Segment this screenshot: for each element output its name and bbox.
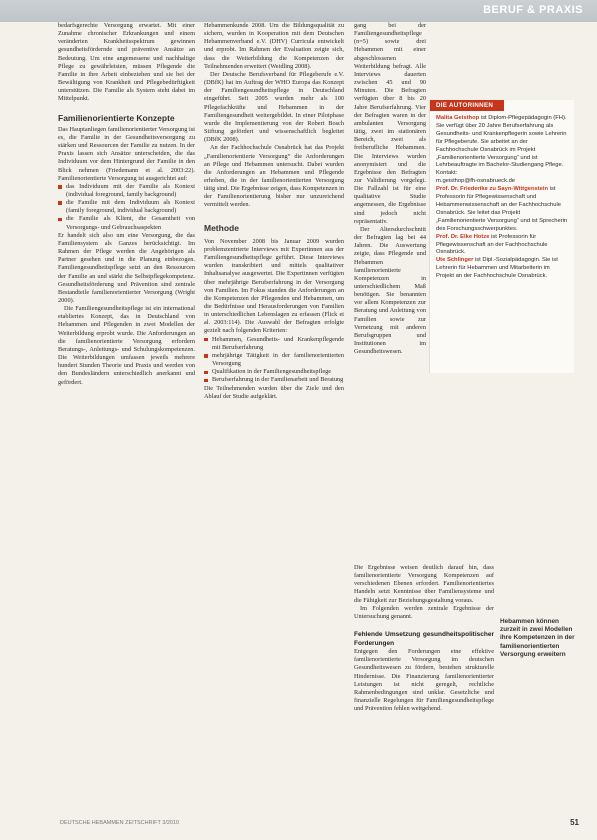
column-1	[58, 22, 195, 387]
pull-quote: Hebammen können zurzeit in zwei Modellen ihre Kompetenzen in der familienorientierten Versorgung erweitern	[500, 618, 575, 658]
contact-label: Kontakt:	[436, 170, 458, 177]
list-item: Qualifikation in der Familiengesundheitspflege	[204, 368, 344, 376]
author-info-box	[429, 100, 574, 373]
section-title: BERUF & PRAXIS	[483, 4, 583, 16]
paragraph: Die Familiengesundheitspflege ist ein international etabliertes Konzept, das in Deutschland von Hebammen und Pflegenden in zwei Modellen der Weiterbildung erprobt wurde. Die Anforderungen an die familienorientierte Versorgung erfordern Beratungs-, Anleitungs- und Schulungskompetenzen. Die Weiterbildungen umfassen jeweils mehrere hundert Stunden Theorie und Praxis und werden von den Bundesländern unterschiedlich anerkannt und gefördert.	[58, 305, 195, 386]
subsection-heading: Fehlende Umsetzung gesundheitspolitischer Forderungen	[354, 631, 494, 647]
list-item: Berufserfahrung in der Familienarbeit und Beratung	[204, 376, 344, 384]
author-box-title: DIE AUTORINNEN	[430, 100, 504, 111]
column-3-narrow	[354, 22, 426, 356]
paragraph: Die Ergebnisse weisen deutlich darauf hin, dass familienorientierte Versorgung Kompetenzen auf verschiedenen Ebenen erfordert. Familienorientiertes Handeln setzt Kenntnisse über Familiensysteme und die Fähigkeit zur Beziehungsgestaltung voraus.	[354, 564, 494, 604]
paragraph: Das Hauptanliegen familienorientierter Versorgung ist es, die Familie in der Gesundheitsversorgung zu stärken und Ressourcen der Familie zu nutzen. In der Praxis lassen sich Ansätze unterscheiden, die das Individuum vor dem Hintergrund der Familie in den Blick nehmen (Friedemann et al. 2003:22). Familienorientierte Versorgung ist ausgerichtet auf:	[58, 125, 195, 182]
paragraph: Er handelt sich also um eine Versorgung, die das Familiensystem als Ganzes berücksichtigt. Im Rahmen der Pflege werden die Angehörigen als Partner gesehen und in die Planung einbezogen. Familiengesundheitspflege setzt an den Ressourcen der Familie an und stärkt die Selbstpflegekompetenz. Gesundheitsförderung und Prävention sind zentrale Bestandteile familienorientierter Versorgung (Wright 2000).	[58, 231, 195, 304]
section-heading: Methode	[204, 222, 239, 233]
author-name: Prof. Dr. Elke Hotze	[436, 233, 490, 240]
paragraph: Hebammenkunde 2008. Um die Bildungsqualität zu sichern, wurden in Kooperation mit dem Deutschen Hebammenverband e.V. (DHV) Curricula entwickelt und erprobt. Im Rahmen der Evaluation zeigte sich, dass die Weiterbildung die Kompetenzen der Teilnehmenden erweitert (Weidling 2008).	[204, 22, 344, 70]
contact-email[interactable]: m.geisthop@fh-osnabrueck.de	[436, 178, 516, 185]
bullet-list	[58, 183, 195, 232]
author-bio: ist Professorin für Pflegewissenschaft an der Fachhochschule Osnabrück.	[436, 233, 548, 256]
column-2	[204, 22, 344, 401]
paragraph: Im Folgenden werden zentrale Ergebnisse der Untersuchung genannt.	[354, 604, 494, 620]
author-name: Prof. Dr. Friederike zu Sayn-Wittgenstein	[436, 186, 549, 193]
paragraph: Entgegen den Forderungen eine effektive familienorientierte Versorgung im deutschen Gesundheitswesen zu fördern, bestehen strukturelle Hindernisse. Die Finanzierung familienorientierter Leistungen ist nicht geregelt, rechtliche Rahmenbedingungen sind unklar. Gesetzliche und finanzielle Regelungen für Familiengesundheitspflege und Prävention fehlen weitgehend.	[354, 648, 494, 713]
paragraph: An der Fachhochschule Osnabrück hat das Projekt „Familienorientierte Versorgung“ die Anforderungen an Pflege und Hebammen untersucht. Dabei wurden die Anforderungen an Hebammen und Pflegende erhoben, die in der familienorientierten Versorgung tätig sind. Die Ergebnisse zeigen, dass Kompetenzen in der Familienorientierung bisher nur unzureichend vermittelt werden.	[204, 144, 344, 209]
author-bio: ist Professorin für Pflegewissenschaft und Hebammenwissenschaft an der Fachhochschule Osnabrück. Sie leitet das Projekt „Familienorientierte Versorgung“ und ist Sprecherin des Forschungsschwerpunktes.	[436, 186, 568, 232]
list-item: die Familie als Klient, die Gesamtheit von Versorgungs- und Gebrauchsaspekten	[58, 215, 195, 231]
footer-text: DEUTSCHE HEBAMMEN ZEITSCHRIFT 3/2010	[60, 820, 180, 826]
paragraph: gang bei der Familiengesundheitspflege (n=5) sowie drei Hebammen mit einer abgeschlossenen Weiterbildung befragt. Alle Interviews dauerten zwischen 45 und 90 Minuten. Die Befragten verfügten über 8 bis 20 Jahre Berufserfahrung. Vier der Befragten waren in der ambulanten Versorgung tätig, zwei im stationären Bereich, zwei als freiberufliche Hebammen. Die Interviews wurden anonymisiert und die Ergebnisse den Befragten zur Validierung vorgelegt. Die Fallzahl ist für eine qualitative Studie angemessen, die Ergebnisse sind jedoch nicht repräsentativ.	[354, 22, 426, 225]
author-name: Malita Geisthop	[436, 115, 480, 121]
page-number: 51	[570, 818, 579, 827]
paragraph: Der Deutsche Berufsverband für Pflegeberufe e.V. (DBfK) hat im Auftrag der WHO Europa das Konzept der Familiengesundheitspflege in Deutschland eingeführt. Seit 2005 wurden mehr als 100 Pflegefachkräfte und Hebammen in der Familiengesundheit weitergebildet. In einer Pilotphase wurde die Implementierung von der Robert Bosch Stiftung gefördert und wissenschaftlich begleitet (DBfK 2008).	[204, 70, 344, 144]
author-bio: ist Diplom-Pflegepädagogin (FH). Sie verfügt über 20 Jahre Berufserfahrung als Gesundheits- und Krankenpflegerin sowie Lehrerin für Pflegeberufe. Sie arbeitet an der Fachhochschule Osnabrück im Projekt „Familienorientierte Versorgung“ und ist Lehrbeauftragte im Bachelor-Studiengang Pflege.	[436, 115, 567, 169]
list-item: die Familie mit dem Individuum als Kontext (family foreground, individual background)	[58, 199, 195, 215]
author-bio: ist Dipl.-Sozialpädagogin. Sie ist Lehrerin für Hebammen und Mitarbeiterin im Projekt an der Fachhochschule Osnabrück.	[436, 257, 558, 280]
list-item: Hebammen, Gesundheits- und Krankenpflegende mit Berufserfahrung	[204, 336, 344, 352]
section-heading: Familienorientierte Konzepte	[58, 112, 175, 123]
column-3-wide	[354, 564, 494, 713]
list-item: mehrjährige Tätigkeit in der familienorientierten Versorgung	[204, 352, 344, 368]
bullet-list	[204, 336, 344, 385]
list-item: das Individuum mit der Familie als Kontext (individual foreground, family background)	[58, 183, 195, 199]
paragraph: Die Teilnehmenden wurden über die Ziele und den Ablauf der Studie aufgeklärt.	[204, 384, 344, 400]
paragraph: bedarfsgerechte Versorgung erwartet. Mit einer Zunahme chronischer Erkrankungen und einem veränderten Krankheitsspektrum gewinnen gesundheitsfördernde und präventive Ansätze an Bedeutung. Um eine angemessene und nachhaltige Pflege zu gewährleisten, müssen Pflegende die Familie in ihre Arbeit einbeziehen und sie bei der Bewältigung von Krankheit und Pflegebedürftigkeit unterstützen. Die Familie als System steht dabei im Mittelpunkt.	[58, 22, 195, 103]
paragraph: Von November 2008 bis Januar 2009 wurden problemzentrierte Interviews mit Expertinnen aus der Familiengesundheitspflege geführt. Diese Interviews wurden transkribiert und mittels qualitativer Inhaltsanalyse ausgewertet. Die Expertinnen verfügten über mehrjährige Berufserfahrung in der Versorgung von Familien. Im Fokus standen die Anforderungen an die Kompetenzen der Pflegenden und Hebammen, um die Bedürfnisse und Herausforderungen von Familien in unterschiedlichen Lebenslagen zu erfassen (Flick et al. 2003:114). Die Auswahl der Befragten erfolgte gezielt nach folgenden Kriterien:	[204, 237, 344, 335]
author-name: Ute Schlinger	[436, 257, 474, 264]
paragraph: Der Altersdurchschnitt der Befragten lag bei 44 Jahren. Die Auswertung zeigte, dass Pflegende und Hebammen familienorientierte Kompetenzen in unterschiedlichem Maß benötigen. Sie benannten vor allem Kompetenzen zur Beratung und Anleitung von Familien sowie zur Vernetzung mit anderen Berufsgruppen und Institutionen im Gesundheitswesen.	[354, 225, 426, 356]
header-bar	[0, 0, 597, 22]
